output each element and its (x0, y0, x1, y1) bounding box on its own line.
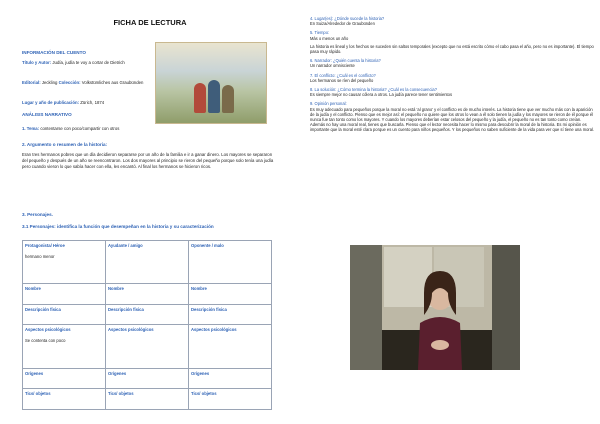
table-cell: Descripción física (23, 304, 106, 325)
field-value: Volkstümliches aus Graubünden (81, 80, 144, 85)
field-label: Lugar y año de publicación: (22, 100, 80, 105)
right-page (300, 0, 600, 424)
field-publisher (22, 80, 150, 86)
table-row (23, 241, 272, 284)
answer-text: Es siempre mejor no causar cólera a otros. La judía parece tener sentimientos (310, 92, 452, 98)
presenter-video-still (350, 245, 520, 370)
answer-text: Un narrador omnisciente (310, 63, 355, 69)
table-cell: Nombre (106, 284, 189, 305)
child-figure (208, 80, 220, 113)
characters-table (22, 240, 272, 410)
table-header: Ayudante / amigo (106, 241, 189, 284)
question-text: 6. Narrador: ¿Quién cuenta la historia? (310, 58, 381, 64)
child-figure (194, 83, 206, 113)
table-cell: Orígenes (189, 368, 272, 389)
table-row (23, 304, 272, 325)
table-cell: Tics/ objetos (189, 389, 272, 410)
theme-row (22, 126, 157, 132)
field-value: Judía, judía te voy a cortar de Dietrich (52, 60, 125, 65)
field-value: Jeckling (41, 80, 58, 85)
child-figure (222, 85, 234, 113)
answer-text: Más o menos un año (310, 35, 349, 41)
question-text: 8. La solución: ¿Cómo termina la historia? ¿Cuál es la consecuencia? (310, 87, 437, 93)
table-cell: hermano menor (25, 254, 55, 259)
table-cell: Descripción física (106, 304, 189, 325)
table-cell: Se contenta con poco (25, 338, 66, 344)
question-text: 9. Opinión personal: (310, 101, 347, 107)
answer-text: Los hermanos se ríen del pequeño (310, 77, 374, 83)
characters-heading: 3. Personajes. (22, 212, 53, 217)
answer-text: En Suiza/Alrededor de Graubünden (310, 21, 375, 27)
table-cell: Nombre (23, 284, 106, 305)
field-label: Editorial: (22, 80, 41, 85)
summary-heading: 2. Argumento o resumen de la historia: (22, 142, 108, 147)
table-row (23, 284, 272, 305)
analysis-heading: ANÁLISIS NARRATIVO (22, 112, 72, 117)
table-row (23, 368, 272, 389)
question-text: 4. Lugar(es): ¿Dónde sucede la historia? (310, 16, 385, 21)
summary-text: Eran tres hermanos pobres que un día decidieron separarse por un año de la familia e ir a ganar dinero. Los mayores se separaron del pequeño y después de un año se reencontraron. Los dos mayores al principio se rieron del pequeño porque solo tenía una judía pero cuando vieron lo que sabía hacer con ella, les encantó. Al final los hermanos se hicieron ricos. (22, 152, 274, 169)
field-value: Zürich, 1874 (80, 100, 105, 105)
field-label: Título y Autor: (22, 60, 52, 65)
table-cell: Tics/ objetos (106, 389, 189, 410)
story-illustration (155, 42, 267, 124)
table-cell: Orígenes (23, 368, 106, 389)
table-row (23, 389, 272, 410)
theme-value: contentarse con poco/compartir con otros (40, 126, 120, 131)
table-header: Oponente / malo (189, 241, 272, 284)
question-text: 7. El conflicto: ¿Cuál es el conflicto? (310, 72, 376, 78)
table-cell: Aspectos psicológicos (189, 325, 272, 368)
table-header: Protagonista/ Héroe hermano menor (23, 241, 106, 284)
table-cell: Orígenes (106, 368, 189, 389)
answer-text: Es muy adecuado para pequeños porque la moral no está ‘al grano’ y el conflicto es de mucho interés. La historia tiene que ver mucho más con la aparición de la judía y el conflicto. Pienso que es mejor así: el pequeño no quiere que los otros lo vean a él solo tienen la judía y los mayores se rieron de él porque él nunca fue tan tonto como los mayores. Y cuando los mayores deberían estar celosos del pequeño y la judía, el pequeño no es tan tonto como creían. Además no hay una moral real, tienes que buscarla. Pienso que el lector necesita hacer lo mismo para descubrir la moral de la historia. Es mi opinión es importante que la moral esté clara porque es un cuento para niños pequeños. Y los pequeños no saben suficiente de la vida para ver que sí tiene una moral. (310, 106, 595, 133)
table-row (23, 325, 272, 368)
table-cell: Nombre (189, 284, 272, 305)
info-heading: INFORMACIÓN DEL CUENTO (22, 50, 86, 55)
field-place-year (22, 100, 162, 106)
field-title-author (22, 60, 150, 66)
answers-block (310, 16, 595, 133)
field-label: Colección: (58, 80, 81, 85)
answer-text: La historia es lineal y los hechos se suceden sin saltos temporales (excepto que no está escrito cómo el cabo pasa el año, pero no es importante). El tiempo pasa muy rápido. (310, 43, 594, 55)
table-cell: Tics/ objetos (23, 389, 106, 410)
theme-label: 1. Tema: (22, 126, 40, 131)
table-cell: Descripción física (189, 304, 272, 325)
video-frame[interactable] (350, 245, 520, 370)
question-text: 5. Tiempo: (310, 30, 330, 36)
table-cell: Aspectos psicológicos (106, 325, 189, 368)
page-title: FICHA DE LECTURA (113, 18, 187, 27)
characters-subheading: 3.1 Personajes: identifica la función que desempeñan en la historia y su caracterización (22, 224, 214, 229)
table-cell: Aspectos psicológicos Se contenta con poco (23, 325, 106, 368)
